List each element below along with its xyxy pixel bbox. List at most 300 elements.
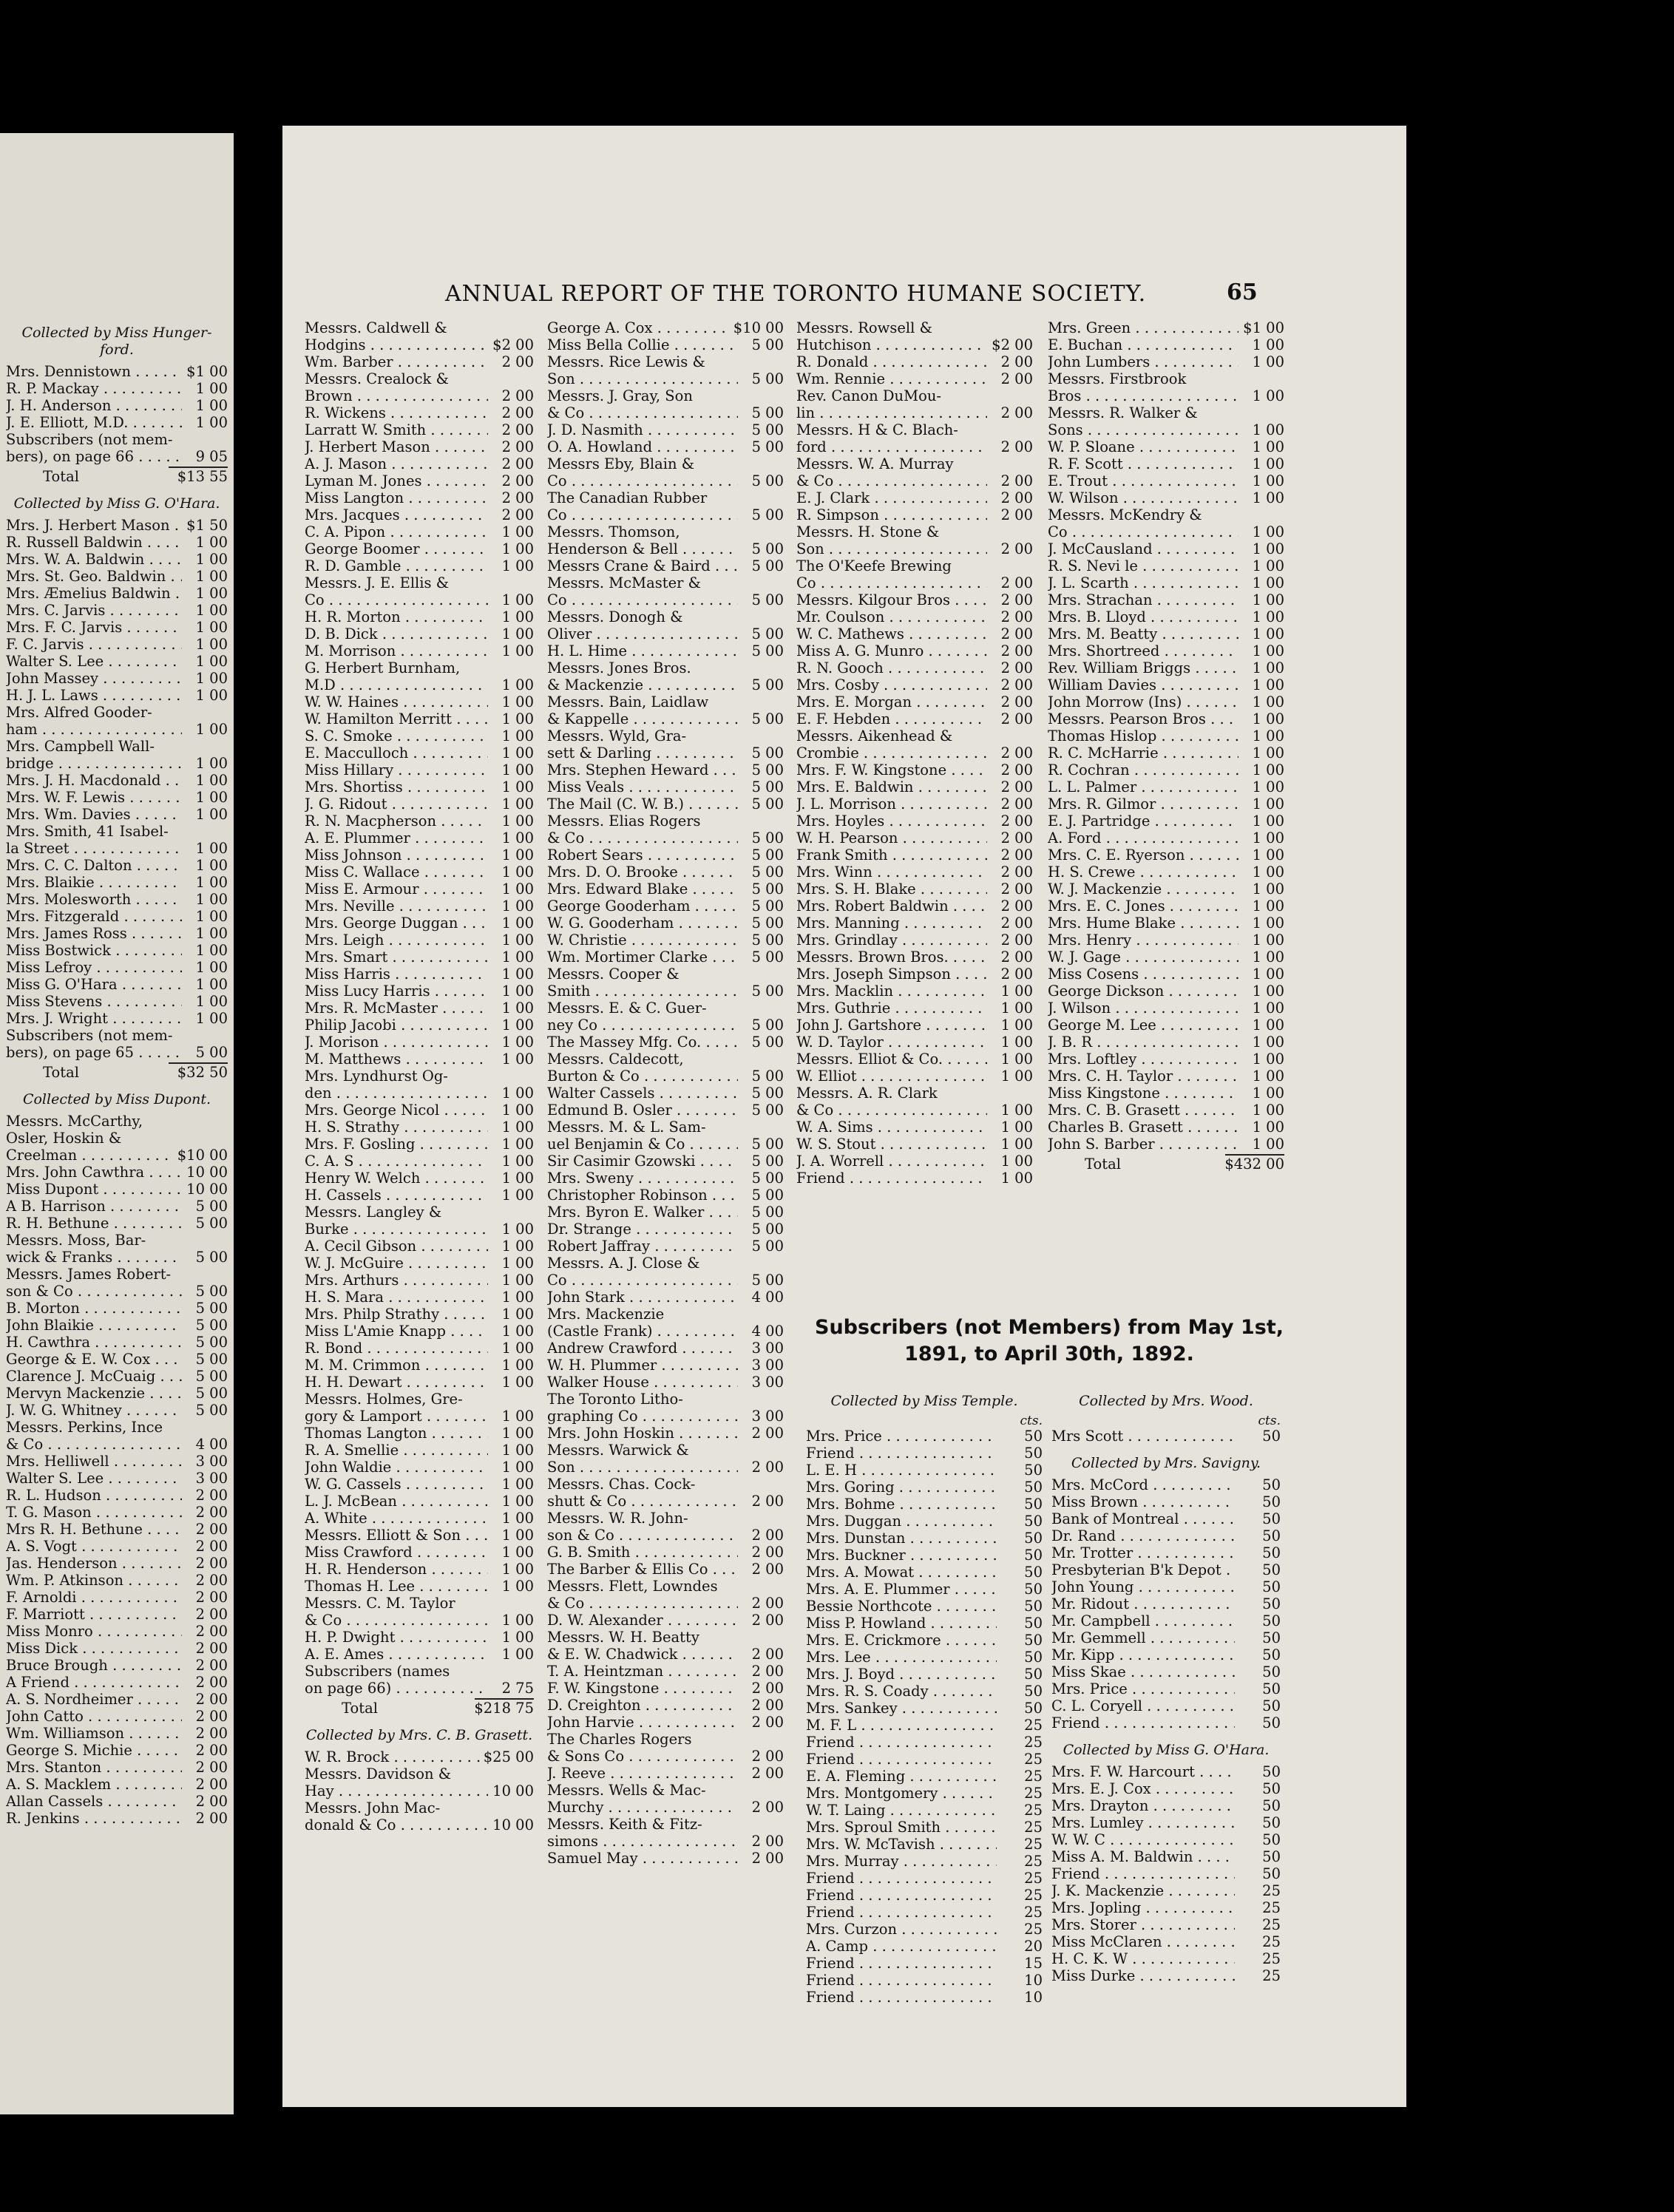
donor-name: R. Russell Baldwin . . .: [6, 534, 182, 551]
donor-name: T. A. Heintzman . . .: [547, 1663, 738, 1680]
collector-heading: Collected by Miss G. O'Hara.: [13, 495, 220, 512]
donor-name: Miss G. O'Hara . . .: [6, 976, 182, 993]
donation-amount: 2 75: [501, 1680, 534, 1697]
donor-name: Friend . . .: [1051, 1865, 1235, 1882]
donation-amount: 1 00: [501, 1221, 534, 1238]
donor-entry: [305, 1051, 534, 1068]
donor-entry: [806, 1428, 1043, 1445]
donation-amount: 1 00: [195, 551, 228, 568]
donor-entry: [806, 1921, 1043, 1938]
donor-name: M. Matthews . . .: [305, 1051, 488, 1068]
donation-amount: 5 00: [751, 1170, 784, 1187]
donor-name: Mrs. McCord . . .: [1051, 1476, 1235, 1493]
donor-name: Brown . . .: [305, 387, 488, 404]
donation-amount: 25: [1024, 1819, 1043, 1836]
donor-name: Messrs Crane & Baird . . .: [547, 557, 738, 574]
donor-entry: [547, 1221, 784, 1238]
donation-amount: 50: [1024, 1513, 1043, 1530]
donation-amount: 5 00: [751, 1034, 784, 1051]
donor-name: Larratt W. Smith . . .: [305, 421, 488, 438]
donation-amount: 50: [1262, 1595, 1281, 1612]
donation-amount: 2 00: [751, 1493, 784, 1510]
donor-entry: [1048, 591, 1284, 608]
donor-entry: [305, 625, 534, 642]
donation-amount: 50: [1024, 1428, 1043, 1445]
donor-name: R. Jenkins . . .: [6, 1810, 182, 1827]
donor-name: Mrs. C. C. Dalton . . .: [6, 857, 182, 874]
donor-name: Mrs Scott . . .: [1051, 1428, 1235, 1445]
donation-amount: 50: [1262, 1831, 1281, 1848]
donation-amount: 5 00: [195, 1215, 228, 1232]
donation-amount: 50: [1262, 1561, 1281, 1578]
donor-name: R. P. Mackay . . .: [6, 380, 182, 397]
donor-name: John Blaikie . . .: [6, 1317, 182, 1334]
donation-amount: 1 00: [501, 608, 534, 625]
donation-amount: 5 00: [751, 1238, 784, 1255]
donation-amount: 25: [1024, 1802, 1043, 1819]
donor-name: Messrs. Elliot & Co. . . .: [796, 1051, 987, 1068]
donor-name: C. L. Coryell . . .: [1051, 1697, 1235, 1714]
donor-entry: [1048, 693, 1284, 710]
donation-amount: 50: [1024, 1445, 1043, 1462]
donor-name: Mrs. Sproul Smith . . .: [806, 1819, 997, 1836]
donor-name: Burke . . .: [305, 1221, 488, 1238]
donation-amount: 1 00: [501, 1544, 534, 1561]
donation-amount: 1 00: [1252, 591, 1284, 608]
donor-name-line: Subscribers (not mem-: [6, 431, 173, 448]
donation-amount: 2 00: [1000, 693, 1033, 710]
donation-amount: 1 00: [1252, 1085, 1284, 1102]
donor-entry: [305, 1561, 534, 1578]
donation-amount: 2 00: [195, 1793, 228, 1810]
donation-amount: 2 00: [1000, 932, 1033, 949]
donor-name: William Davies . . .: [1048, 676, 1238, 693]
donor-entry: [547, 1323, 784, 1340]
donor-name: R. N. Macpherson . . .: [305, 812, 488, 830]
donor-name: Mrs. J. Wright . . .: [6, 1010, 182, 1027]
donation-amount: 50: [1024, 1496, 1043, 1513]
donation-amount: 1 00: [1252, 1119, 1284, 1136]
donor-entry: [305, 608, 534, 625]
donor-name: Dr. Strange . . .: [547, 1221, 738, 1238]
donor-name-line: The Toronto Litho-: [547, 1391, 683, 1408]
donor-entry: [806, 1615, 1043, 1632]
donor-name: J. Herbert Mason . . .: [305, 438, 488, 455]
donor-entry: [6, 568, 228, 585]
donor-entry: [806, 1666, 1043, 1683]
donor-name: Mrs. Guthrie . . .: [796, 1000, 987, 1017]
donor-name: J. B. R . . .: [1048, 1034, 1238, 1051]
donor-name: E. J. Partridge . . .: [1048, 812, 1238, 830]
donor-name: W. C. Mathews . . .: [796, 625, 987, 642]
donor-name-line: Messrs. Aikenhead &: [796, 727, 953, 744]
donor-name-line: Messrs. Cooper &: [547, 966, 680, 983]
donation-amount: 1 00: [195, 789, 228, 806]
donor-entry: [547, 1136, 784, 1153]
donation-amount: 5 00: [751, 1221, 784, 1238]
donor-entry: [305, 489, 534, 506]
donor-name: Miss Skae . . .: [1051, 1663, 1235, 1680]
donation-amount: 1 00: [1252, 744, 1284, 761]
donor-name-line: Messrs. Crealock &: [305, 370, 449, 387]
donation-amount: 1 00: [501, 1459, 534, 1476]
donor-entry: [1048, 676, 1284, 693]
donor-name: Dr. Rand . . .: [1051, 1527, 1235, 1544]
donation-amount: 1 00: [501, 1612, 534, 1629]
donor-entry: [305, 1017, 534, 1034]
donor-entry: [1048, 1136, 1284, 1153]
donation-amount: 2 00: [751, 1680, 784, 1697]
donor-name: Mrs. F. W. Harcourt . . .: [1051, 1763, 1235, 1780]
donor-entry: [305, 438, 534, 455]
donor-name: J. Morison . . .: [305, 1034, 488, 1051]
donor-name: on page 66) . . .: [305, 1680, 488, 1697]
donor-name-line: Messrs. Warwick &: [547, 1442, 689, 1459]
donation-amount: 50: [1262, 1476, 1281, 1493]
donor-entry: [796, 966, 1033, 983]
donor-entry: [1048, 830, 1284, 847]
donation-amount: 2 00: [1000, 830, 1033, 847]
donation-amount: 9 05: [195, 448, 228, 465]
donor-entry: [305, 523, 534, 540]
donor-name: Mrs. Edward Blake . . .: [547, 881, 738, 898]
donation-amount: 5 00: [751, 830, 784, 847]
donation-amount: 1 00: [1252, 727, 1284, 744]
donor-name: Mrs. E. C. Jones . . .: [1048, 898, 1238, 915]
donor-entry: [806, 1819, 1043, 1836]
donor-entry: [806, 1989, 1043, 2006]
donor-entry: [1051, 1476, 1281, 1493]
donor-name: Friend . . .: [806, 1904, 997, 1921]
donor-name: Walter Cassels . . .: [547, 1085, 738, 1102]
donor-name: Clarence J. McCuaig . . .: [6, 1368, 182, 1385]
subscribers-heading: Subscribers (not Members) from May 1st, 1891, to April 30th, 1892.: [815, 1316, 1284, 1365]
donation-amount: 1 00: [1252, 1068, 1284, 1085]
donor-entry: [1051, 1629, 1281, 1646]
donor-entry: [305, 540, 534, 557]
donor-name: Miss Crawford . . .: [305, 1544, 488, 1561]
donor-name: Mr. Gemmell . . .: [1051, 1629, 1235, 1646]
donation-amount: 1 00: [1252, 864, 1284, 881]
donor-name: J. D. Nasmith . . .: [547, 421, 738, 438]
donor-name: C. A. Pipon . . .: [305, 523, 488, 540]
donor-entry: [547, 761, 784, 778]
donor-name: Son . . .: [547, 1459, 738, 1476]
donor-name: R. S. Nevi le . . .: [1048, 557, 1238, 574]
donor-name: Mrs. Blaikie . . .: [6, 874, 182, 891]
donor-column-2: [547, 319, 784, 1867]
donor-name: J. A. Worrell . . .: [796, 1153, 987, 1170]
donor-name-line: Messrs. Jones Bros.: [547, 659, 691, 676]
donor-name: Miss Monro . . .: [6, 1623, 182, 1640]
donor-entry: [6, 1776, 228, 1793]
donor-entry: [305, 1119, 534, 1136]
donation-amount: 50: [1262, 1865, 1281, 1882]
donor-name: J. L. Morrison . . .: [796, 795, 987, 812]
donor-entry: [6, 670, 228, 687]
total-label: Total: [43, 468, 79, 485]
donor-name: H. Cawthra . . .: [6, 1334, 182, 1351]
donor-name: Wm. Barber . . .: [305, 353, 488, 370]
donor-name: R. A. Smellie . . .: [305, 1442, 488, 1459]
donation-amount: 1 00: [195, 874, 228, 891]
donor-name: Mrs. J. H. Macdonald . . .: [6, 772, 182, 789]
donor-entry: [1051, 1882, 1281, 1899]
donor-name: Presbyterian B'k Depot . . .: [1051, 1561, 1235, 1578]
donor-name: Miss Dick . . .: [6, 1640, 182, 1657]
donor-name-line: Messrs. J. E. Ellis &: [305, 574, 450, 591]
donor-name: Henderson & Bell . . .: [547, 540, 738, 557]
donor-entry: [1048, 881, 1284, 898]
donor-name: Mrs. E. J. Cox . . .: [1051, 1780, 1235, 1797]
donor-name: den . . .: [305, 1085, 488, 1102]
donor-entry: [1048, 983, 1284, 1000]
donor-entry: [796, 795, 1033, 812]
donor-name: Mrs. Lee . . .: [806, 1649, 997, 1666]
donor-name: son & Co . . .: [547, 1527, 738, 1544]
donor-name-line: Mrs. Mackenzie: [547, 1306, 665, 1323]
donor-entry: [806, 1717, 1043, 1734]
donor-name: L. L. Palmer . . .: [1048, 778, 1238, 795]
donor-name-line: Messrs. Wyld, Gra-: [547, 727, 687, 744]
donor-name: Mrs. Dunstan . . .: [806, 1530, 997, 1547]
donation-amount: 25: [1024, 1785, 1043, 1802]
donor-entry: [1051, 1527, 1281, 1544]
donor-name: John Waldie . . .: [305, 1459, 488, 1476]
donor-name: J. W. G. Whitney . . .: [6, 1402, 182, 1419]
donation-amount: 1 00: [195, 687, 228, 704]
donor-entry: [806, 1547, 1043, 1564]
donation-amount: 1 00: [195, 653, 228, 670]
donor-name: John Catto . . .: [6, 1708, 182, 1725]
donor-name: bers), on page 65 . . .: [6, 1044, 182, 1061]
donor-entry: [796, 353, 1033, 370]
donor-name: The Massey Mfg. Co. . . .: [547, 1034, 738, 1051]
donor-name: Thomas H. Lee . . .: [305, 1578, 488, 1595]
donor-entry: [305, 1748, 534, 1765]
donor-entry: [305, 1102, 534, 1119]
donor-name: & E. W. Chadwick . . .: [547, 1646, 738, 1663]
donor-entry: [1051, 1663, 1281, 1680]
donation-amount: 2 00: [1000, 778, 1033, 795]
donor-entry: [305, 1238, 534, 1255]
donation-amount: 1 00: [501, 676, 534, 693]
donor-name: E. J. Clark . . .: [796, 489, 987, 506]
donor-name: la Street . . .: [6, 840, 182, 857]
donor-entry: [547, 898, 784, 915]
donor-name: A. Ford . . .: [1048, 830, 1238, 847]
donor-name: W. Hamilton Merritt . . .: [305, 710, 488, 727]
donation-amount: 5 00: [751, 744, 784, 761]
donation-amount: 25: [1024, 1717, 1043, 1734]
donor-name: Mrs. Smart . . .: [305, 949, 488, 966]
donor-entry: [806, 1904, 1043, 1921]
donation-amount: 5 00: [195, 1334, 228, 1351]
donation-amount: 1 00: [195, 670, 228, 687]
donor-name: Miss P. Howland . . .: [806, 1615, 997, 1632]
donor-entry: [6, 687, 228, 704]
donor-name: & Co . . .: [796, 1102, 987, 1119]
donation-amount: 5 00: [195, 1283, 228, 1300]
donor-entry: [796, 1034, 1033, 1051]
donor-name: E. F. Hebden . . .: [796, 710, 987, 727]
donor-entry: [806, 1802, 1043, 1819]
donor-entry: [1048, 421, 1284, 438]
donation-amount: 4 00: [751, 1289, 784, 1306]
donor-name: Mrs. John Cawthra . . .: [6, 1164, 182, 1181]
donation-amount: $1 00: [186, 363, 228, 380]
donation-amount: 1 00: [195, 857, 228, 874]
donor-name-line: The O'Keefe Brewing: [796, 557, 952, 574]
donation-amount: 1 00: [1252, 387, 1284, 404]
donation-amount: 2 00: [195, 1691, 228, 1708]
donation-amount: $10 00: [733, 319, 784, 336]
donor-entry: [547, 1170, 784, 1187]
donor-entry: [6, 1606, 228, 1623]
donor-name: George S. Michie . . .: [6, 1742, 182, 1759]
donation-amount: 50: [1024, 1530, 1043, 1547]
donation-amount: 1 00: [501, 795, 534, 812]
donation-amount: 1 00: [195, 636, 228, 653]
donor-entry: [806, 1581, 1043, 1598]
donor-name-line: Mrs. Smith, 41 Isabel-: [6, 823, 169, 840]
donation-amount: 4 00: [751, 1323, 784, 1340]
donor-name-line: Messrs. M. & L. Sam-: [547, 1119, 706, 1136]
donation-amount: $10 00: [177, 1147, 228, 1164]
donor-name-line: Messrs. Caldecott,: [547, 1051, 684, 1068]
donor-entry: [796, 898, 1033, 915]
donation-amount: 5 00: [751, 1102, 784, 1119]
donation-amount: 1 00: [501, 1476, 534, 1493]
donor-name: H. Cassels . . .: [305, 1187, 488, 1204]
donor-entry: [547, 1017, 784, 1034]
donation-amount: 3 00: [195, 1453, 228, 1470]
donor-entry: [547, 642, 784, 659]
donation-amount: 5 00: [751, 864, 784, 881]
donor-entry: [1048, 455, 1284, 472]
donor-name: Charles B. Grasett . . .: [1048, 1119, 1238, 1136]
donation-amount: 50: [1262, 1780, 1281, 1797]
donor-name: D. B. Dick . . .: [305, 625, 488, 642]
donation-amount: 50: [1024, 1666, 1043, 1683]
donor-entry: [305, 795, 534, 812]
donor-name: George A. Cox . . .: [547, 319, 731, 336]
donor-name: J. McCausland . . .: [1048, 540, 1238, 557]
donor-entry: [547, 1765, 784, 1782]
donor-entry: [1051, 1595, 1281, 1612]
donor-entry: [1051, 1544, 1281, 1561]
donor-entry: [1048, 336, 1284, 353]
donor-entry: [6, 1572, 228, 1589]
donation-amount: 1 00: [501, 966, 534, 983]
donation-amount: 50: [1024, 1547, 1043, 1564]
donation-amount: 1 00: [195, 619, 228, 636]
donor-entry: [1051, 1578, 1281, 1595]
donor-name: Mrs. F. Gosling . . .: [305, 1136, 488, 1153]
donor-entry: [796, 370, 1033, 387]
donor-entry: [1051, 1967, 1281, 1984]
collector-heading: Collected by Miss Temple.: [830, 1393, 1018, 1409]
donor-entry: [806, 1462, 1043, 1479]
donation-amount: 2 00: [751, 1714, 784, 1731]
donor-entry: [6, 397, 228, 414]
donation-amount: 1 00: [501, 540, 534, 557]
donor-entry: [305, 881, 534, 898]
donation-amount: 50: [1262, 1510, 1281, 1527]
donation-amount: 1 00: [1252, 847, 1284, 864]
donor-name-line: Messrs. James Robert-: [6, 1266, 172, 1283]
donor-entry: [1051, 1612, 1281, 1629]
donor-name: sett & Darling . . .: [547, 744, 738, 761]
donor-entry: [305, 1459, 534, 1476]
donor-name: Friend . . .: [806, 1751, 997, 1768]
donor-name: J. L. Scarth . . .: [1048, 574, 1238, 591]
donor-entry: [547, 847, 784, 864]
donor-name: W. R. Brock . . .: [305, 1748, 481, 1765]
donation-amount: 5 00: [751, 1085, 784, 1102]
donation-amount: 1 00: [1252, 421, 1284, 438]
donation-amount: 1 00: [1000, 1153, 1033, 1170]
donation-amount: 2 00: [501, 438, 534, 455]
donation-amount: 2 00: [751, 1646, 784, 1663]
donation-amount: 1 00: [501, 1561, 534, 1578]
donation-amount: 25: [1024, 1734, 1043, 1751]
donation-amount: 2 00: [501, 472, 534, 489]
donation-amount: 5 00: [751, 591, 784, 608]
donation-amount: 10 00: [492, 1816, 534, 1833]
donor-name: Miss Lucy Harris . . .: [305, 983, 488, 1000]
donation-amount: 50: [1024, 1462, 1043, 1479]
donor-entry: [806, 1768, 1043, 1785]
donor-entry: [305, 1289, 534, 1306]
donor-entry: [305, 1255, 534, 1272]
donation-amount: 1 00: [501, 1289, 534, 1306]
donor-name: The Mail (C. W. B.) . . .: [547, 795, 738, 812]
donor-name: W. Elliot . . .: [796, 1068, 987, 1085]
donor-entry: [796, 744, 1033, 761]
donor-entry: [6, 414, 228, 431]
donor-entry: [6, 1385, 228, 1402]
donor-name: W. P. Sloane . . .: [1048, 438, 1238, 455]
donation-amount: 2 00: [751, 1799, 784, 1816]
donor-entry: [547, 1663, 784, 1680]
donor-name: B. Morton . . .: [6, 1300, 182, 1317]
donation-amount: 1 00: [501, 778, 534, 795]
donor-entry: [305, 1340, 534, 1357]
facing-page-fragment: [0, 133, 234, 2114]
donor-entry: [6, 1487, 228, 1504]
donation-amount: 25: [1024, 1768, 1043, 1785]
donor-entry: [1048, 472, 1284, 489]
donor-entry: [6, 857, 228, 874]
donor-name: J. E. Elliott, M.D. . . .: [6, 414, 182, 431]
donor-name: W. D. Taylor . . .: [796, 1034, 987, 1051]
donation-amount: 50: [1024, 1479, 1043, 1496]
donor-entry: [6, 1504, 228, 1521]
donor-entry: [6, 874, 228, 891]
donation-amount: 2 00: [501, 353, 534, 370]
donor-name: Robert Sears . . .: [547, 847, 738, 864]
donor-entry: [6, 1470, 228, 1487]
donation-amount: 2 00: [751, 1595, 784, 1612]
donor-name: Sir Casimir Gzowski . . .: [547, 1153, 738, 1170]
donor-name: Mrs. John Hoskin . . .: [547, 1425, 738, 1442]
donor-entry: [547, 1204, 784, 1221]
donation-amount: 2 00: [501, 489, 534, 506]
donor-entry: [305, 1323, 534, 1340]
donor-name: Mrs. C. E. Ryerson . . .: [1048, 847, 1238, 864]
donor-name: Allan Cassels . . .: [6, 1793, 182, 1810]
